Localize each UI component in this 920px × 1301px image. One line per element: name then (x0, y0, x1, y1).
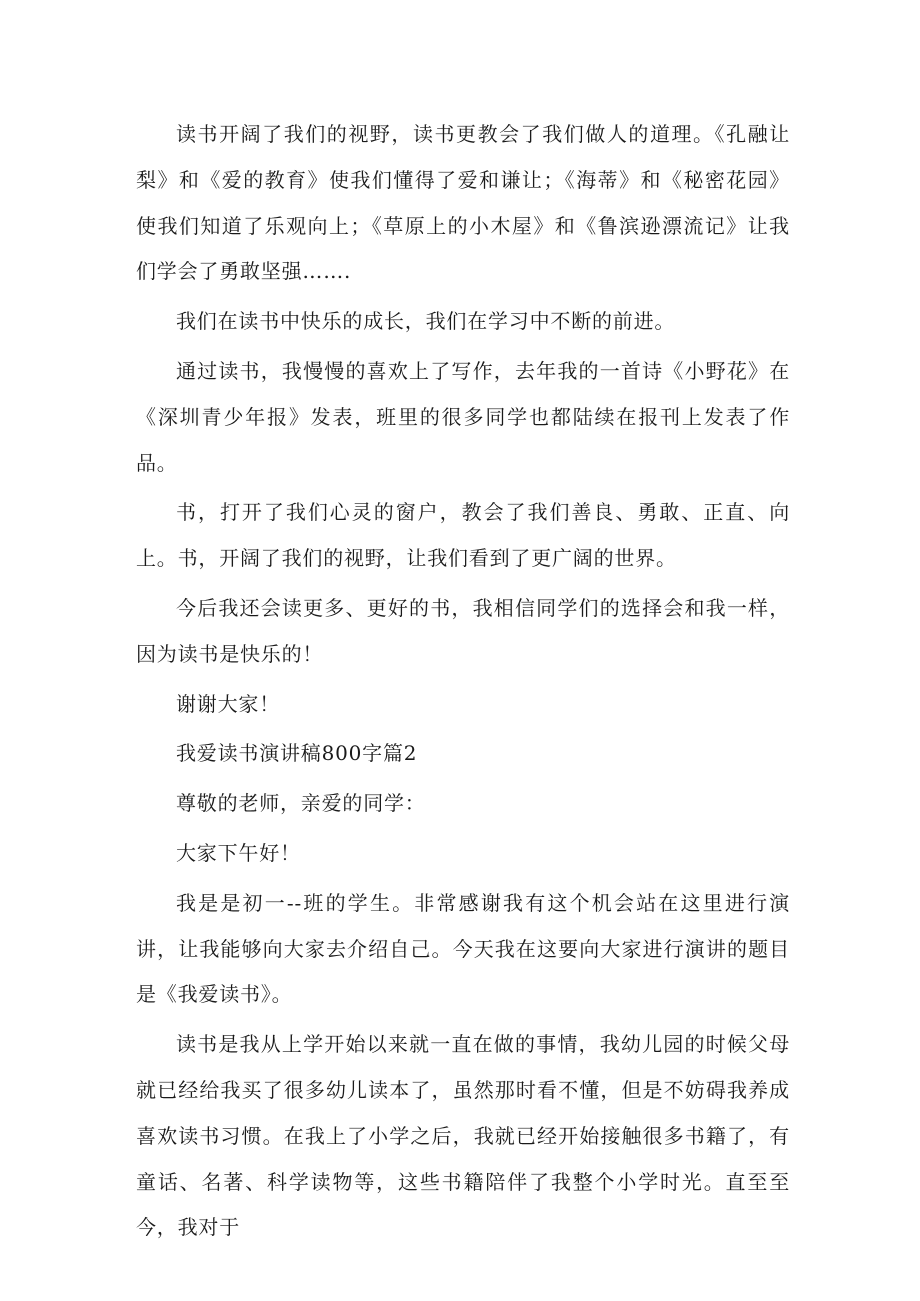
paragraph-reading-broadens-vision: 读书开阔了我们的视野，读书更教会了我们做人的道理。《孔融让梨》和《爱的教育》使我们懂得了爱和谦让；《海蒂》和《秘密花园》使我们知道了乐观向上；《草原上的小木屋》和《鲁滨逊漂流记》让我们学会了勇敢坚强……. (136, 122, 790, 284)
paragraph-growing-happily: 我们在读书中快乐的成长，我们在学习中不断的前进。 (176, 309, 676, 334)
paragraph-book-window: 书，打开了我们心灵的窗户，教会了我们善良、勇敢、正直、向上。书，开阔了我们的视野，让我们看到了更广阔的世界。 (136, 500, 790, 571)
paragraph-salutation: 尊敬的老师，亲爱的同学： (176, 791, 426, 816)
paragraph-thanks: 谢谢大家！ (176, 691, 280, 716)
paragraph-future-reading: 今后我还会读更多、更好的书，我相信同学们的选择会和我一样，因为读书是快乐的！ (136, 595, 790, 666)
paragraph-reading-history: 读书是我从上学开始以来就一直在做的事情，我幼儿园的时候父母就已经给我买了很多幼儿读本了，虽然那时看不懂，但是不妨碍我养成喜欢读书习惯。在我上了小学之后，我就已经开始接触很多书籍了，有童话、名著、科学读物等，这些书籍陪伴了我整个小学时光。直至至今，我对于 (136, 1032, 790, 1240)
paragraph-greeting: 大家下午好！ (176, 840, 301, 865)
document-body (136, 112, 790, 1251)
paragraph-self-introduction: 我是是初一--班的学生。非常感谢我有这个机会站在这里进行演讲，让我能够向大家去介绍自己。今天我在这要向大家进行演讲的题目是《我爱读书》。 (136, 890, 790, 1007)
paragraph-writing-poem: 通过读书，我慢慢的喜欢上了写作，去年我的一首诗《小野花》在《深圳青少年报》发表，班里的很多同学也都陆续在报刊上发表了作品。 (136, 358, 790, 475)
section-heading-speech-2: 我爱读书演讲稿800字篇2 (176, 741, 418, 766)
